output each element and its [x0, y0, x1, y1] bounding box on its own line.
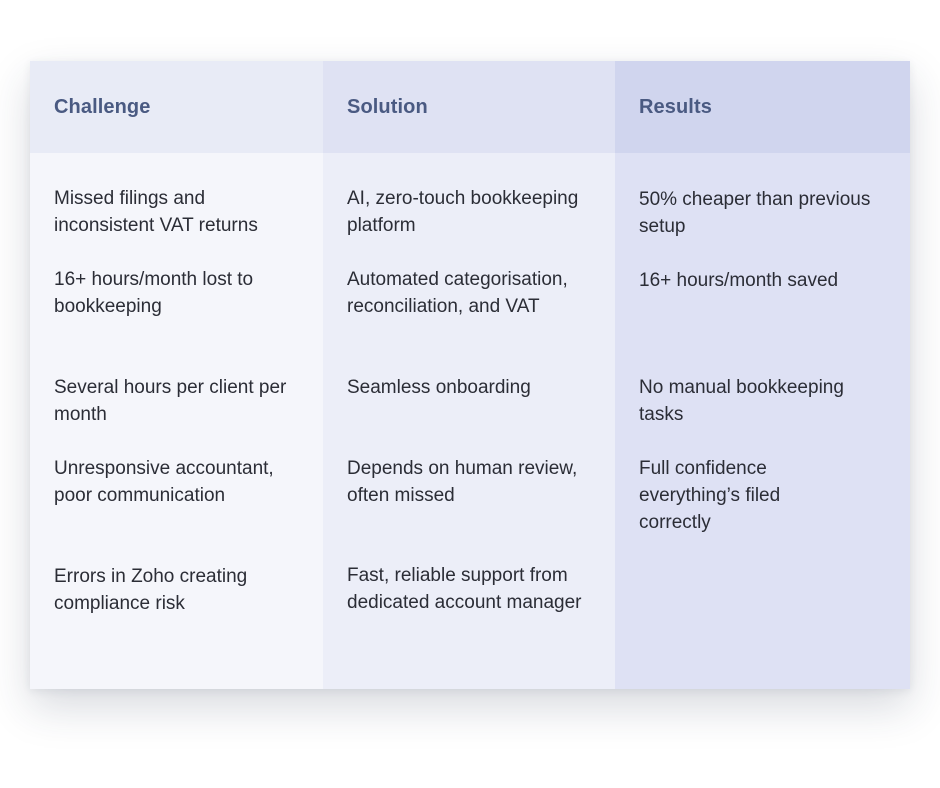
solution-header — [323, 61, 615, 153]
results-row-4: Full confidence everything’s filed correctly — [639, 458, 781, 533]
challenge-column — [30, 61, 323, 689]
solution-column — [323, 61, 615, 689]
challenge-row-2: 16+ hours/month lost to bookkeeping — [54, 269, 254, 317]
challenge-header — [30, 61, 323, 153]
solution-row-2: Automated categorisation, reconciliation, and VAT — [347, 269, 568, 317]
solution-header-label: Solution — [347, 95, 428, 118]
solution-row-3: Seamless onboarding — [347, 377, 531, 398]
solution-row-1: AI, zero-touch bookkeeping platform — [347, 188, 579, 236]
challenge-header-label: Challenge — [54, 95, 151, 118]
results-header-label: Results — [639, 95, 712, 118]
challenge-row-5: Errors in Zoho creating compliance risk — [54, 566, 248, 614]
results-row-2: 16+ hours/month saved — [639, 270, 839, 291]
results-header — [615, 61, 910, 153]
results-row-3: No manual bookkeeping tasks — [639, 377, 844, 425]
solution-row-5: Fast, reliable support from dedicated account manager — [347, 565, 582, 613]
results-column — [615, 61, 910, 689]
challenge-row-1: Missed filings and inconsistent VAT returns — [54, 188, 258, 236]
comparison-table — [30, 61, 910, 689]
challenge-row-4: Unresponsive accountant, poor communication — [54, 458, 274, 506]
results-row-1: 50% cheaper than previous setup — [639, 189, 871, 237]
solution-row-4: Depends on human review, often missed — [347, 458, 578, 506]
challenge-row-3: Several hours per client per month — [54, 377, 287, 425]
